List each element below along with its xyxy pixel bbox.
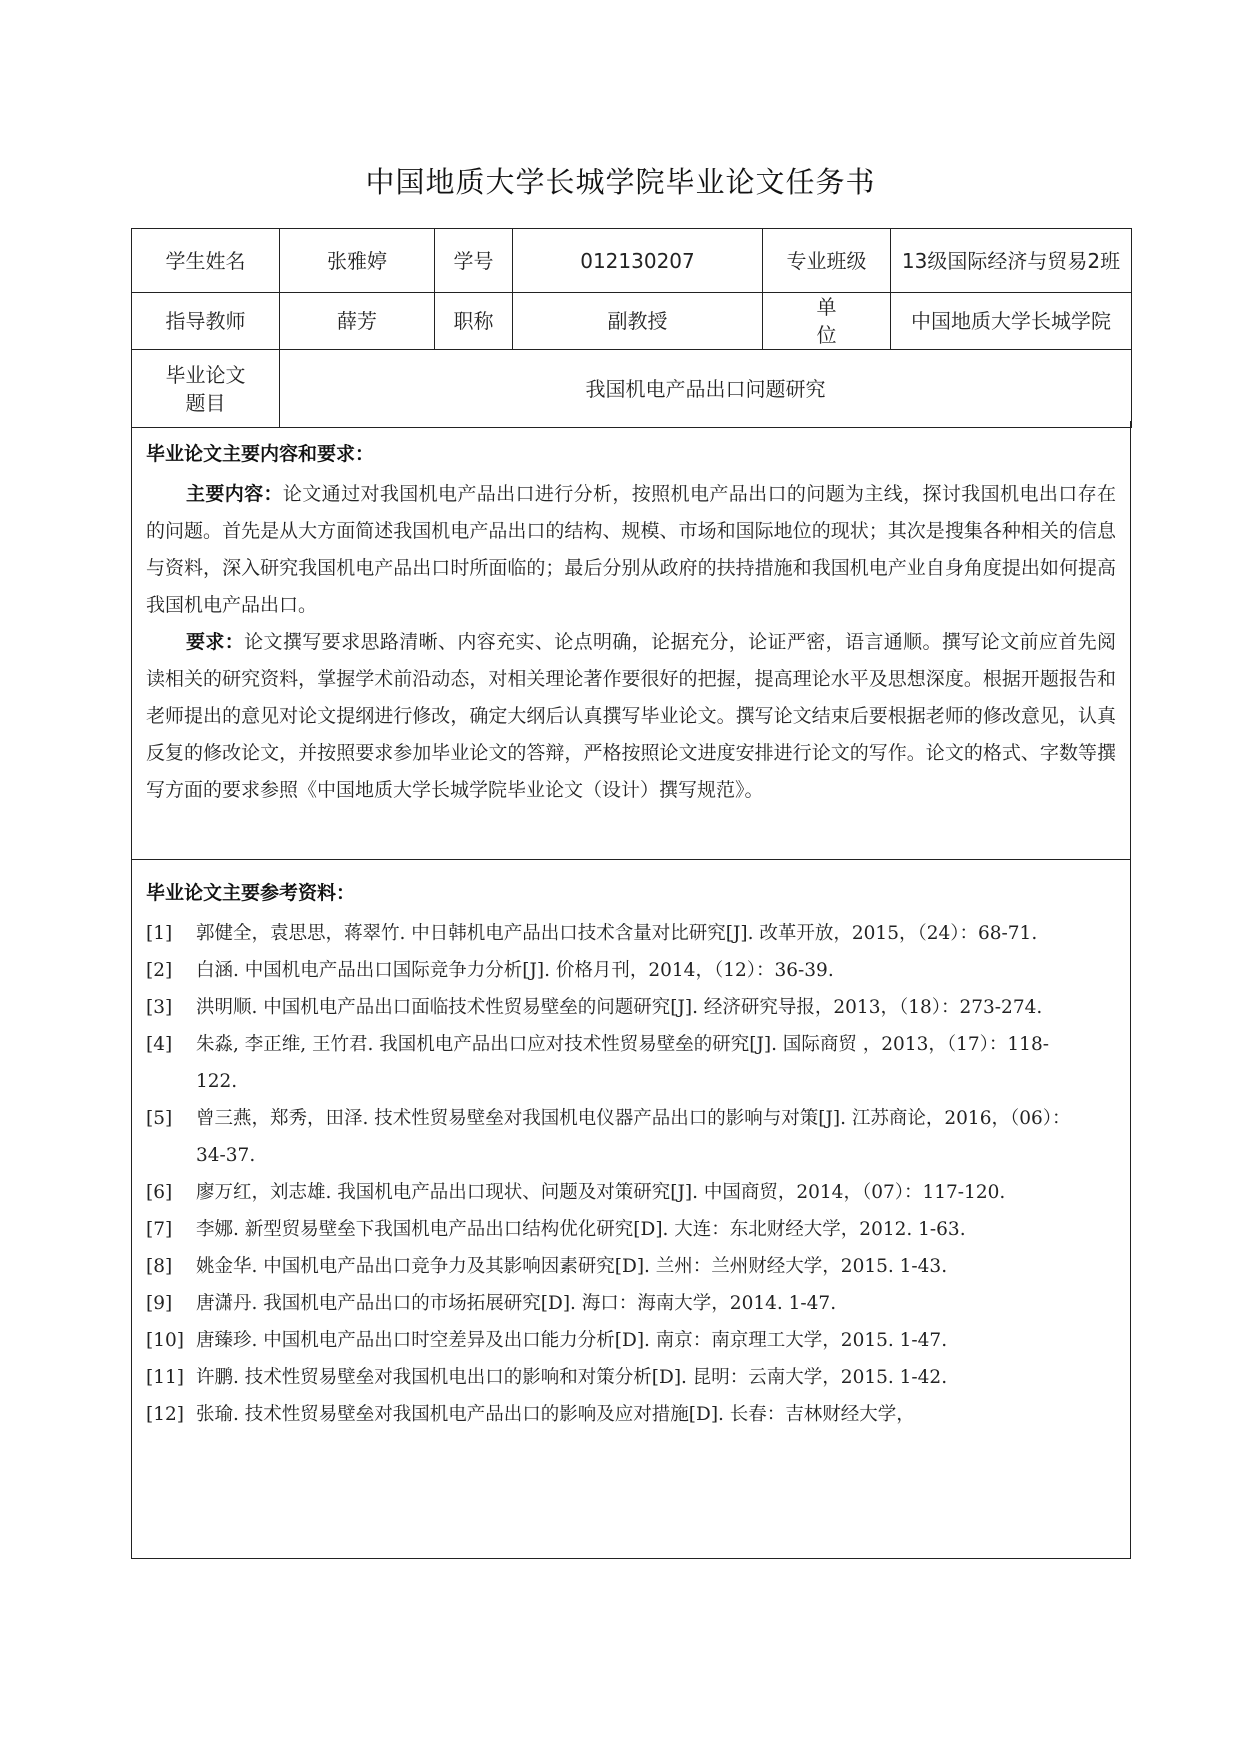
reference-text: 姚金华. 中国机电产品出口竞争力及其影响因素研究[D]. 兰州：兰州财经大学，2015. 1-43. (196, 1256, 948, 1277)
reference-text: 洪明顺. 中国机电产品出口面临技术性贸易壁垒的问题研究[J]. 经济研究导报，2013，（18）：273-274. (196, 997, 1043, 1018)
reference-item (146, 1359, 1076, 1396)
requirements-text: 论文撰写要求思路清晰、内容充实、论点明确，论据充分，论证严密，语言通顺。撰写论文前应首先阅读相关的研究资料，掌握学术前沿动态，对相关理论著作要很好的把握，提高理论水平及思想深度。根据开题报告和老师提出的意见对论文提纲进行修改，确定大纲后认真撰写毕业论文。撰写论文结束后要根据老师的修改意见，认真反复的修改论文，并按照要求参加毕业论文的答辩，严格按照论文进度安排进行论文的写作。论文的格式、字数等撰写方面的要求参照《中国地质大学长城学院毕业论文（设计）撰写规范》。 (146, 631, 1116, 801)
reference-number: [12] (146, 1404, 184, 1425)
rank-label: 职称 (435, 293, 513, 350)
reference-number: [11] (146, 1367, 184, 1388)
reference-text: 郭健全，袁思思，蒋翠竹. 中日韩机电产品出口技术含量对比研究[J]. 改革开放，2015，（24）：68-71. (196, 923, 1038, 944)
content-requirements-section (131, 421, 1131, 860)
main-content-label: 主要内容： (186, 483, 283, 505)
info-row-advisor (132, 293, 1132, 350)
reference-text: 李娜. 新型贸易壁垒下我国机电产品出口结构优化研究[D]. 大连：东北财经大学，2012. 1-63. (196, 1219, 966, 1240)
reference-item (146, 989, 1076, 1026)
topic-label: 毕业论文题目 (132, 350, 280, 428)
info-table (131, 228, 1132, 428)
reference-item (146, 915, 1076, 952)
reference-text: 唐潇丹. 我国机电产品出口的市场拓展研究[D]. 海口：海南大学，2014. 1-47. (196, 1293, 837, 1314)
student-name-value: 张雅婷 (280, 229, 435, 293)
reference-item (146, 1285, 1076, 1322)
main-content-text: 论文通过对我国机电产品出口进行分析，按照机电产品出口的问题为主线，探讨我国机电出口存在的问题。首先是从大方面简述我国机电产品出口的结构、规模、市场和国际地位的现状；其次是搜集各种相关的信息与资料，深入研究我国机电产品出口时所面临的；最后分别从政府的扶持措施和我国机电产业自身角度提出如何提高我国机电产品出口。 (146, 483, 1116, 616)
topic-value: 我国机电产品出口问题研究 (280, 350, 1132, 428)
references-heading: 毕业论文主要参考资料： (146, 882, 356, 904)
reference-item (146, 1100, 1076, 1174)
reference-item (146, 1248, 1076, 1285)
reference-item (146, 1174, 1116, 1211)
reference-text: 曾三燕，郑秀，田泽. 技术性贸易壁垒对我国机电仪器产品出口的影响与对策[J]. 江苏商论，2016，（06）：34-37. (196, 1108, 1071, 1166)
reference-number: [7] (146, 1219, 173, 1240)
reference-text: 廖万红，刘志雄. 我国机电产品出口现状、问题及对策研究[J]. 中国商贸，2014，（07）：117-120. (196, 1182, 1006, 1203)
reference-number: [2] (146, 960, 173, 981)
reference-text: 白涵. 中国机电产品出口国际竞争力分析[J]. 价格月刊，2014，（12）：36-39. (196, 960, 834, 981)
references-list (146, 915, 1116, 1433)
references-section (131, 860, 1131, 1559)
info-row-student (132, 229, 1132, 293)
advisor-value: 薛芳 (280, 293, 435, 350)
reference-item (146, 952, 1076, 989)
reference-item (146, 1211, 1076, 1248)
content-section-heading: 毕业论文主要内容和要求： (146, 443, 375, 465)
advisor-label: 指导教师 (132, 293, 280, 350)
student-id-label: 学号 (435, 229, 513, 293)
reference-text: 张瑜. 技术性贸易壁垒对我国机电产品出口的影响及应对措施[D]. 长春：吉林财经大学， (196, 1404, 915, 1425)
reference-number: [9] (146, 1293, 173, 1314)
requirements-paragraph (146, 624, 1116, 809)
student-name-label: 学生姓名 (132, 229, 280, 293)
reference-number: [8] (146, 1256, 173, 1277)
rank-value: 副教授 (513, 293, 763, 350)
page-title: 中国地质大学长城学院毕业论文任务书 (365, 165, 876, 199)
unit-label: 单位 (763, 293, 891, 350)
class-value: 13级国际经济与贸易2班 (891, 229, 1132, 293)
reference-text: 朱淼, 李正维, 王竹君. 我国机电产品出口应对技术性贸易壁垒的研究[J]. 国际商贸 ，2013，（17）：118-122. (196, 1034, 1049, 1092)
reference-text: 唐臻珍. 中国机电产品出口时空差异及出口能力分析[D]. 南京：南京理工大学，2015. 1-47. (196, 1330, 948, 1351)
reference-number: [3] (146, 997, 173, 1018)
reference-item (146, 1396, 1076, 1433)
reference-item (146, 1026, 1076, 1100)
student-id-value: 012130207 (513, 229, 763, 293)
reference-number: [10] (146, 1330, 184, 1351)
class-label: 专业班级 (763, 229, 891, 293)
main-content-paragraph (146, 476, 1116, 624)
reference-text: 许鹏. 技术性贸易壁垒对我国机电出口的影响和对策分析[D]. 昆明：云南大学，2015. 1-42. (196, 1367, 948, 1388)
reference-number: [1] (146, 923, 173, 944)
unit-value: 中国地质大学长城学院 (891, 293, 1132, 350)
reference-item (146, 1322, 1076, 1359)
requirements-label: 要求： (186, 631, 245, 653)
reference-number: [4] (146, 1034, 173, 1055)
info-row-topic (132, 350, 1132, 428)
reference-number: [5] (146, 1108, 173, 1129)
reference-number: [6] (146, 1182, 173, 1203)
